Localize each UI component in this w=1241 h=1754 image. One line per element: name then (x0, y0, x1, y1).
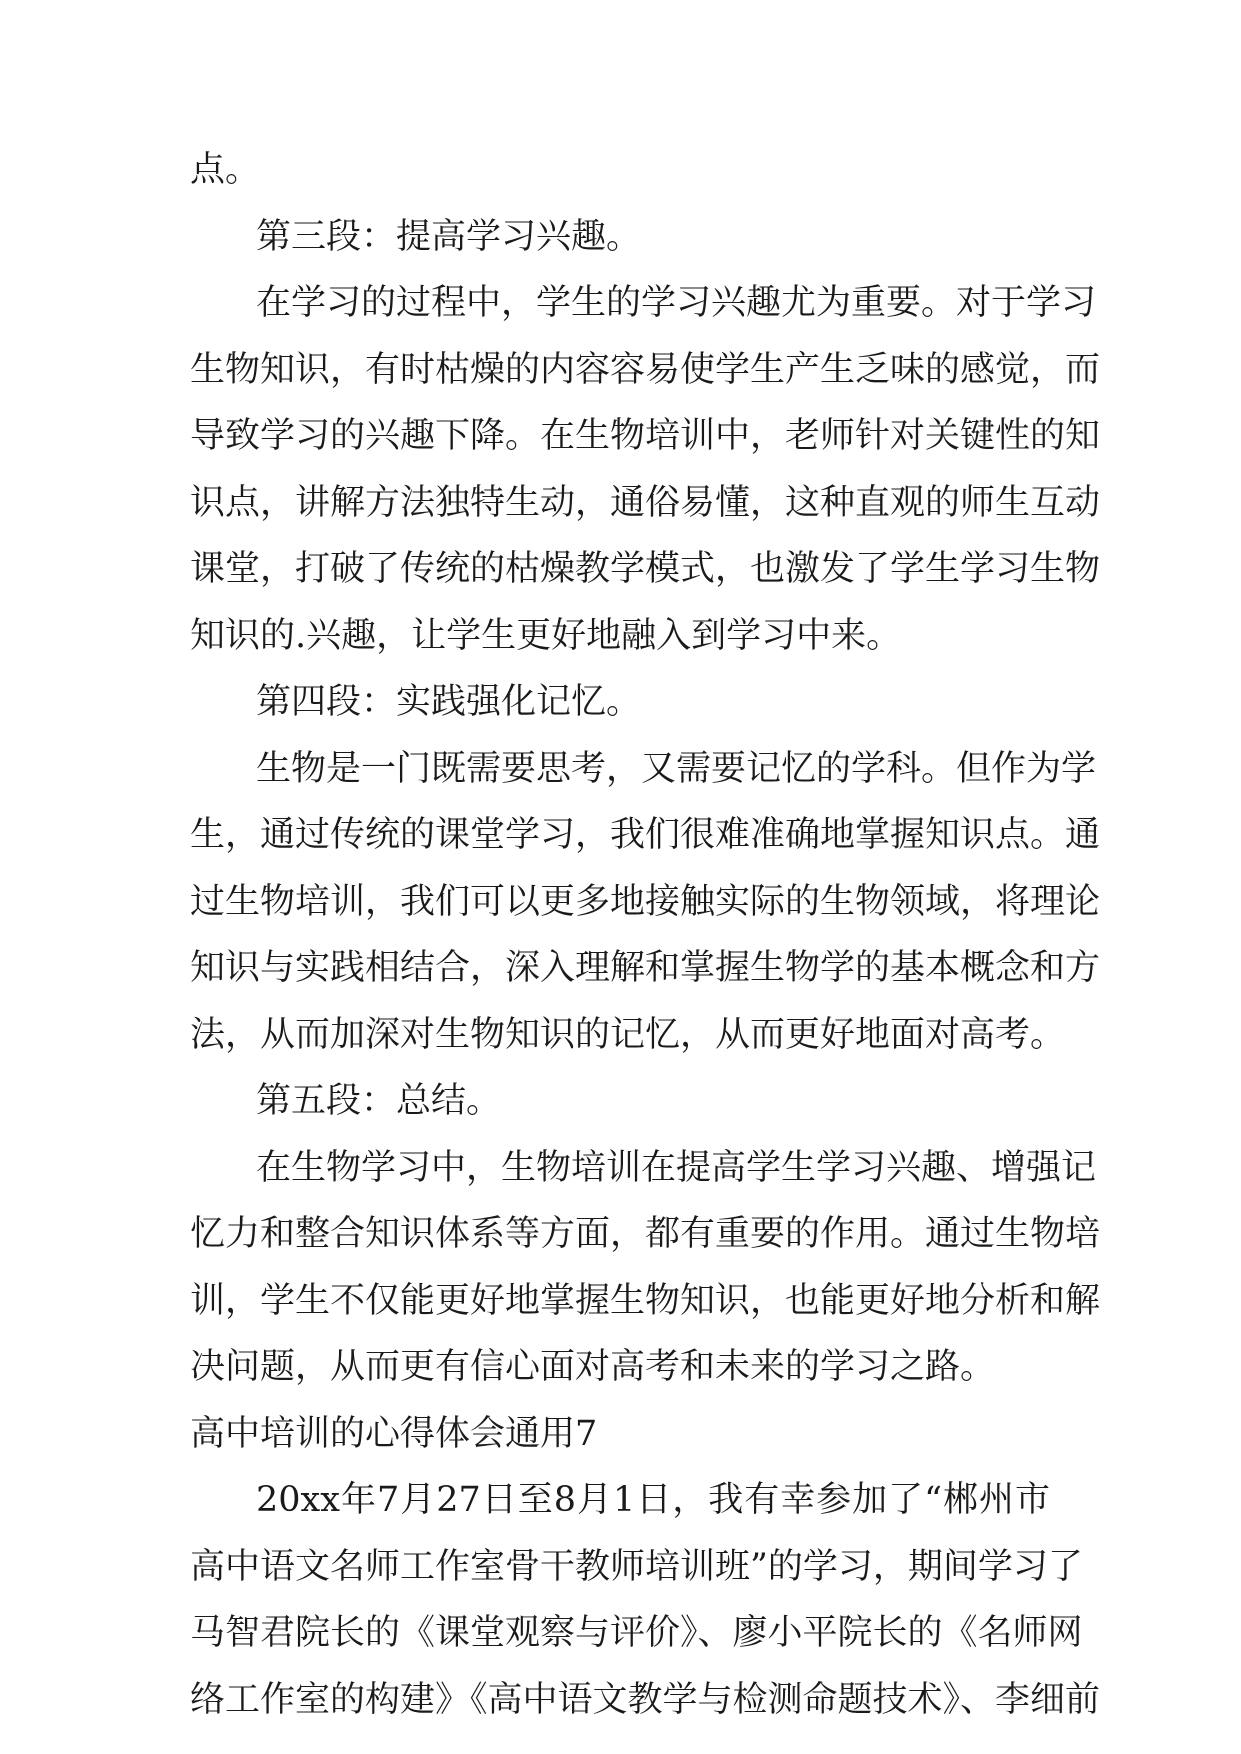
text-line-10: 生物是一门既需要思考，又需要记忆的学科。但作为学 (256, 748, 1097, 789)
text-line-23: 马智君院长的《课堂观察与评价》、廖小平院长的《名师网 (190, 1613, 1083, 1653)
article-title: 高中培训的心得体会通用7 (190, 1413, 598, 1454)
text-line-16: 在生物学习中，生物培训在提高学生学习兴趣、增强记 (256, 1147, 1097, 1188)
text-line-5: 导致学习的兴趣下降。在生物培训中，老师针对关键性的知 (190, 416, 1101, 456)
section-heading-4: 第四段：实践强化记忆。 (256, 682, 642, 722)
text-line-8: 知识的.兴趣，让学生更好地融入到学习中来。 (190, 615, 902, 656)
text-line-14: 法，从而加深对生物知识的记忆，从而更好地面对高考。 (190, 1014, 1066, 1055)
section-heading-5: 第五段：总结。 (256, 1081, 502, 1121)
text-line-17: 忆力和整合知识体系等方面，都有重要的作用。通过生物培 (190, 1214, 1101, 1254)
text-line-18: 训，学生不仅能更好地掌握生物知识，也能更好地分析和解 (190, 1280, 1101, 1321)
text-line-21: 20xx年7月27日至8月1日，我有幸参加了“郴州市 (256, 1480, 1050, 1520)
text-line-19: 决问题，从而更有信心面对高考和未来的学习之路。 (190, 1347, 996, 1387)
text-line-13: 知识与实践相结合，深入理解和掌握生物学的基本概念和方 (190, 948, 1101, 988)
text-line-6: 识点，讲解方法独特生动，通俗易懂，这种直观的师生互动 (190, 482, 1101, 523)
text-line-1: 点。 (190, 150, 261, 190)
text-line-7: 课堂，打破了传统的枯燥教学模式，也激发了学生学习生物 (190, 549, 1101, 589)
text-line-12: 过生物培训，我们可以更多地接触实际的生物领域，将理论 (190, 881, 1101, 922)
section-heading-3: 第三段：提高学习兴趣。 (256, 216, 642, 257)
text-line-3: 在学习的过程中，学生的学习兴趣尤为重要。对于学习 (256, 283, 1097, 323)
text-line-4: 生物知识，有时枯燥的内容容易使学生产生乏味的感觉，而 (190, 349, 1101, 390)
text-line-11: 生，通过传统的课堂学习，我们很难准确地掌握知识点。通 (190, 815, 1101, 855)
text-line-24: 络工作室的构建》《高中语文教学与检测命题技术》、李细前 (190, 1679, 1101, 1720)
text-line-22: 高中语文名师工作室骨干教师培训班”的学习，期间学习了 (190, 1546, 1083, 1587)
